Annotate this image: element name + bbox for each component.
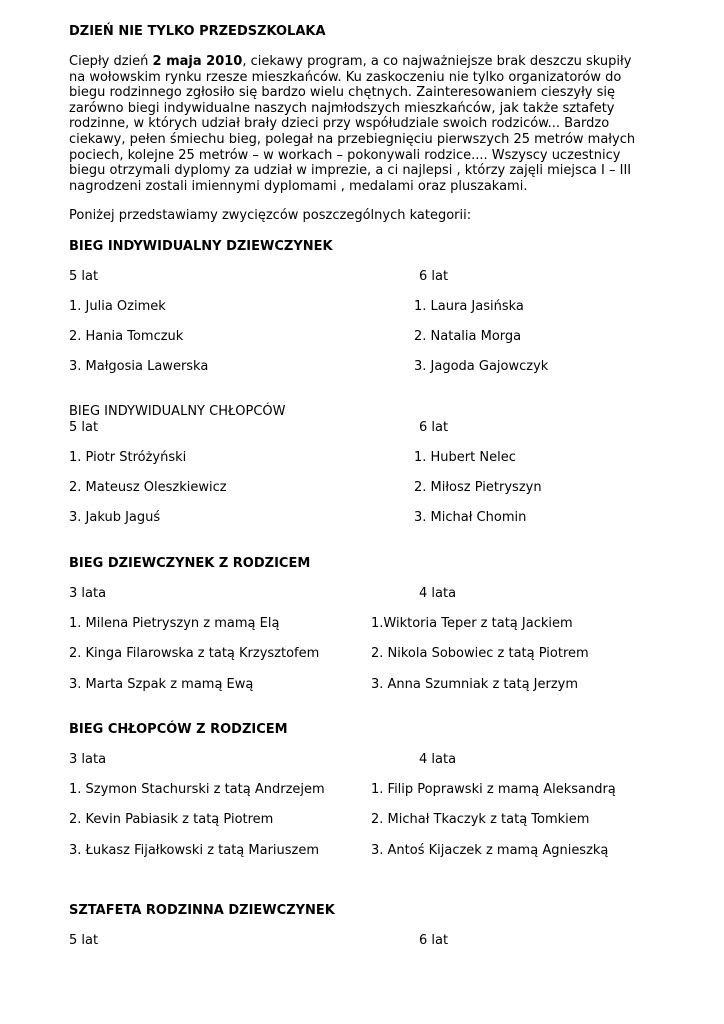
intro-text-start: Ciepły dzień: [69, 54, 153, 69]
list-item: 1. Piotr Stróżyński: [69, 450, 187, 465]
list-item: 3. Małgosia Lawerska: [69, 359, 209, 374]
section-heading-girls-with-parent: BIEG DZIEWCZYNEK Z RODZICEM: [69, 556, 311, 571]
list-item: 1. Milena Pietryszyn z mamą Elą: [69, 616, 280, 631]
list-item: 2. Mateusz Oleszkiewicz: [69, 480, 227, 495]
list-item: 2. Kevin Pabiasik z tatą Piotrem: [69, 812, 274, 827]
list-item: 3. Marta Szpak z mamą Ewą: [69, 677, 254, 692]
list-item: 3. Łukasz Fijałkowski z tatą Mariuszem: [69, 843, 320, 858]
list-item: 3. Jagoda Gajowczyk: [414, 359, 549, 374]
list-item: 1.Wiktoria Teper z tatą Jackiem: [371, 616, 573, 631]
list-item: 1. Julia Ozimek: [69, 299, 166, 314]
list-item: 1. Filip Poprawski z mamą Aleksandrą: [371, 782, 616, 797]
column-head-left: 5 lat: [69, 420, 99, 435]
list-item: 1. Laura Jasińska: [414, 299, 524, 314]
list-item: 1. Szymon Stachurski z tatą Andrzejem: [69, 782, 325, 797]
list-item: 3. Antoś Kijaczek z mamą Agnieszką: [371, 843, 609, 858]
list-item: 2. Kinga Filarowska z tatą Krzysztofem: [69, 646, 320, 661]
column-head-right: 6 lat: [419, 933, 449, 948]
section-heading-boys-individual: BIEG INDYWIDUALNY CHŁOPCÓW: [69, 404, 286, 419]
column-head-right: 6 lat: [419, 269, 449, 284]
intro-paragraph: [69, 54, 649, 194]
column-head-right: 4 lata: [419, 586, 457, 601]
column-head-left: 5 lat: [69, 269, 99, 284]
column-head-left: 3 lata: [69, 586, 107, 601]
list-item: 3. Michał Chomin: [414, 510, 527, 525]
section-heading-girls-relay: SZTAFETA RODZINNA DZIEWCZYNEK: [69, 903, 335, 918]
document-title: DZIEŃ NIE TYLKO PRZEDSZKOLAKA: [69, 24, 326, 39]
event-date: 2 maja 2010: [152, 54, 243, 69]
list-item: 2. Natalia Morga: [414, 329, 522, 344]
list-item: 3. Jakub Jaguś: [69, 510, 161, 525]
column-head-right: 6 lat: [419, 420, 449, 435]
list-item: 2. Nikola Sobowiec z tatą Piotrem: [371, 646, 589, 661]
list-item: 3. Anna Szumniak z tatą Jerzym: [371, 677, 579, 692]
list-item: 1. Hubert Nelec: [414, 450, 516, 465]
winners-intro: Poniżej przedstawiamy zwycięzców poszczególnych kategorii:: [69, 208, 472, 223]
column-head-left: 5 lat: [69, 933, 99, 948]
intro-text-rest: , ciekawy program, a co najważniejsze brak deszczu skupiły na wołowskim rynku rzesze mieszkańców. Ku zaskoczeniu nie tylko organizatorów do biegu rodzinnego zgłosiło się bardzo wielu chętnych. Zainteresowaniem cieszyły się zarówno biegi indywidualne naszych najmłodszych mieszkańców, jak także sztafety rodzinne, w których udział brały dzieci przy współudziale swoich rodziców... Bardzo ciekawy, pełen śmiechu bieg, polegał na przebiegnięciu pierwszych 25 metrów małych pociech, kolejne 25 metrów – w workach – pokonywali rodzice.... Wszyscy uczestnicy biegu otrzymali dyplomy za udział w imprezie, a ci najlepsi , którzy zajęli miejsca I – III nagrodzeni zostali imiennymi dyplomami , medalami oraz pluszakami.: [69, 54, 636, 194]
column-head-right: 4 lata: [419, 752, 457, 767]
section-heading-girls-individual: BIEG INDYWIDUALNY DZIEWCZYNEK: [69, 239, 333, 254]
section-heading-boys-with-parent: BIEG CHŁOPCÓW Z RODZICEM: [69, 722, 288, 737]
column-head-left: 3 lata: [69, 752, 107, 767]
list-item: 2. Miłosz Pietryszyn: [414, 480, 542, 495]
list-item: 2. Hania Tomczuk: [69, 329, 184, 344]
list-item: 2. Michał Tkaczyk z tatą Tomkiem: [371, 812, 590, 827]
